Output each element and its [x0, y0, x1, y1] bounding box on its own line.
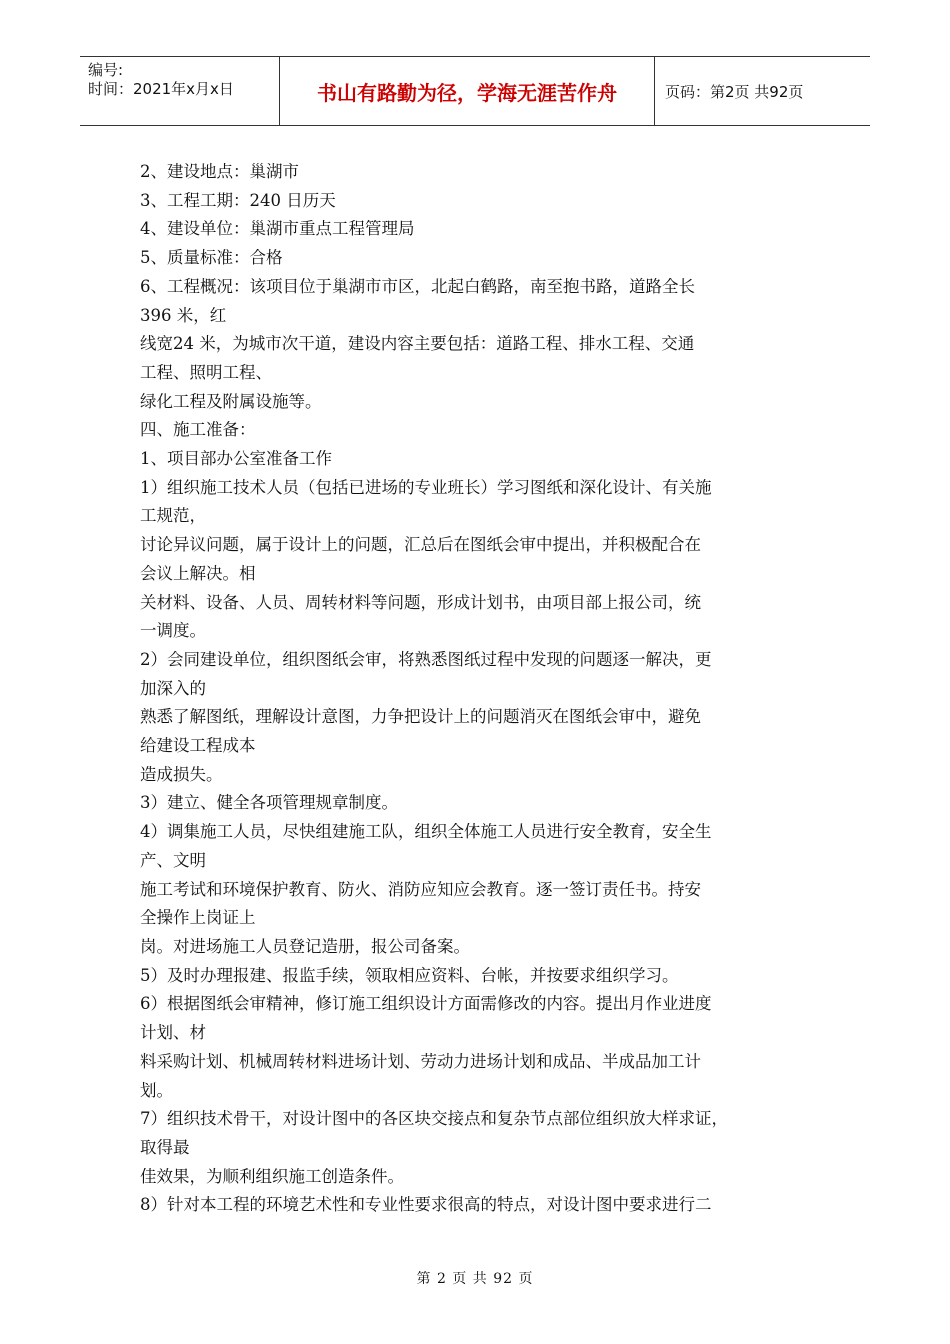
doc-time-label: 时间：2021年x月x日	[88, 80, 234, 98]
text-line: 2）会同建设单位，组织图纸会审，将熟悉图纸过程中发现的问题逐一解决，更	[140, 649, 712, 669]
header-motto: 书山有路勤为径，学海无涯苦作舟	[280, 57, 655, 125]
text-line: 396 米，红	[140, 305, 227, 325]
text-line: 造成损失。	[140, 764, 223, 784]
text-line: 1）组织施工技术人员（包括已进场的专业班长）学习图纸和深化设计、有关施	[140, 477, 712, 497]
text-line: 工规范，	[140, 506, 206, 526]
text-line: 3）建立、健全各项管理规章制度。	[140, 793, 398, 813]
text-line: 4）调集施工人员，尽快组建施工队，组织全体施工人员进行安全教育，安全生	[140, 822, 712, 842]
text-line: 计划、材	[140, 1023, 206, 1043]
document-body	[140, 158, 820, 1220]
text-line: 2、建设地点：巢湖市	[140, 162, 299, 181]
text-line: 5、质量标准：合格	[140, 248, 283, 268]
text-line: 全操作上岗证上	[140, 908, 256, 928]
text-line: 7）组织技术骨干，对设计图中的各区块交接点和复杂节点部位组织放大样求证，	[140, 1109, 728, 1129]
text-line: 给建设工程成本	[140, 736, 256, 756]
text-line: 加深入的	[140, 678, 206, 698]
text-line: 讨论异议问题，属于设计上的问题，汇总后在图纸会审中提出，并积极配合在	[140, 535, 701, 555]
text-line: 一调度。	[140, 621, 206, 641]
text-line: 6）根据图纸会审精神，修订施工组织设计方面需修改的内容。提出月作业进度	[140, 994, 712, 1014]
text-line: 8）针对本工程的环境艺术性和专业性要求很高的特点，对设计图中要求进行二	[140, 1195, 712, 1215]
text-line: 关材料、设备、人员、周转材料等问题，形成计划书，由项目部上报公司，统	[140, 592, 701, 612]
text-line: 会议上解决。相	[140, 563, 256, 583]
header-meta	[80, 57, 280, 125]
doc-number-label: 编号:	[88, 61, 124, 79]
header-page-info: 页码：第2页 共92页	[665, 82, 804, 101]
text-line: 熟悉了解图纸，理解设计意图，力争把设计上的问题消灭在图纸会审中，避免	[140, 707, 701, 727]
text-line: 岗。对进场施工人员登记造册，报公司备案。	[140, 936, 470, 956]
text-line: 4、建设单位：巢湖市重点工程管理局	[140, 219, 415, 239]
page-header	[80, 56, 870, 126]
text-line: 线宽24 米，为城市次干道，建设内容主要包括：道路工程、排水工程、交通	[140, 334, 695, 354]
text-line: 1、项目部办公室准备工作	[140, 449, 332, 469]
text-line: 绿化工程及附属设施等。	[140, 391, 322, 411]
page-footer: 第 2 页 共 92 页	[416, 1271, 534, 1287]
text-line: 料采购计划、机械周转材料进场计划、劳动力进场计划和成品、半成品加工计	[140, 1051, 701, 1071]
text-line: 佳效果，为顺利组织施工创造条件。	[140, 1166, 404, 1186]
text-line: 施工考试和环境保护教育、防火、消防应知应会教育。逐一签订责任书。持安	[140, 879, 701, 899]
text-line: 3、工程工期：240 日历天	[140, 190, 336, 210]
text-line: 5）及时办理报建、报监手续，领取相应资料、台帐，并按要求组织学习。	[140, 965, 679, 985]
text-line: 划。	[140, 1080, 173, 1100]
text-line: 6、工程概况：该项目位于巢湖市市区，北起白鹤路，南至抱书路，道路全长	[140, 276, 695, 296]
text-line: 产、文明	[140, 850, 206, 870]
text-line: 四、施工准备：	[140, 420, 256, 440]
text-line: 工程、照明工程、	[140, 362, 272, 382]
text-line: 取得最	[140, 1137, 190, 1157]
